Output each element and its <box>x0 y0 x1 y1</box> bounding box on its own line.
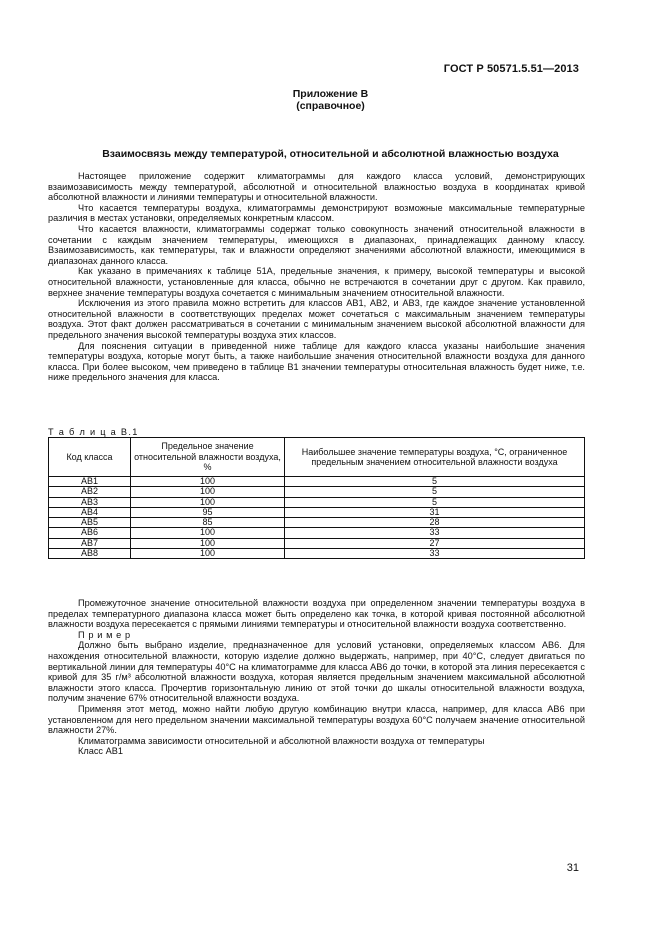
table-cell: 5 <box>285 487 585 497</box>
table-cell: 5 <box>285 477 585 487</box>
table-cell: 33 <box>285 528 585 538</box>
table-header-row <box>49 438 585 477</box>
table-cell: АВ1 <box>49 477 131 487</box>
document-code: ГОСТ Р 50571.5.51—2013 <box>443 63 579 75</box>
table-cell: АВ6 <box>49 528 131 538</box>
table-caption: Т а б л и ц а В.1 <box>48 427 139 437</box>
paragraph: Исключения из этого правила можно встретить для классов АВ1, АВ2, и АВ3, где каждое значение установленной относительной влажности в соответствующих пределах может сочетаться с максимальным значением температуры воздуха. Этот факт должен рассматриваться в сочетании с минимальным значением высокой абсолютной влажности для предельного значения высокой температуры воздуха этих классов. <box>48 298 585 340</box>
column-header: Предельное значение относительной влажности воздуха, % <box>131 438 285 477</box>
table-row <box>49 528 585 538</box>
table-cell: 100 <box>131 487 285 497</box>
table-row <box>49 518 585 528</box>
table-cell: 100 <box>131 497 285 507</box>
table-cell: АВ2 <box>49 487 131 497</box>
data-table <box>48 437 585 559</box>
figure-caption: Климатограмма зависимости относительной и абсолютной влажности воздуха от температуры <box>78 735 485 746</box>
appendix-title: Приложение В <box>292 88 369 100</box>
table-cell: 100 <box>131 528 285 538</box>
appendix-subtitle: (справочное) <box>296 100 365 112</box>
intro-text <box>48 171 585 383</box>
table-cell: 31 <box>285 507 585 517</box>
table-cell: 95 <box>131 507 285 517</box>
table-row <box>49 549 585 559</box>
table-row <box>49 507 585 517</box>
paragraph: Применяя этот метод, можно найти любую другую комбинацию внутри класса, например, для класса АВ6 при установленном для него предельном значении максимальной температуры воздуха 60°С получаем значение относительной влажности 27%. <box>48 703 585 736</box>
paragraph: Должно быть выбрано изделие, предназначенное для условий установки, определяемых классом АВ6. Для нахождения относительной влажности, которую изделие должно выдержать, например, при 40°С, следует двигаться по вертикальной линии для температуры 40°С на климатограмме для класса АВ6 до точки, в которой эта линия пересекается с кривой для 35 г/м³ абсолютной влажности воздуха, которая является предельным значением максимальной абсолютной влажности этого класса. Прочертив горизонтальную линию от этой точки до шкалы относительной влажности воздуха, получим значение 67% относительной влажности воздуха. <box>48 640 585 704</box>
paragraph: Для пояснения ситуации в приведенной ниже таблице для каждого класса указаны наибольшие значения температуры воздуха, которые могут быть, а также наибольшие значения относительной влажности воздуха для данного класса. При более высоком, чем приведено в таблице В1 значении температуры относительная влажность будет ниже, т.е. ниже предельного значения для класса. <box>48 340 585 383</box>
table-cell: АВ3 <box>49 497 131 507</box>
table-cell: АВ4 <box>49 507 131 517</box>
appendix-heading <box>0 88 661 112</box>
table-cell: 28 <box>285 518 585 528</box>
page-title: Взаимосвязь между температурой, относительной и абсолютной влажностью воздуха <box>102 148 559 160</box>
example-label: П р и м е р <box>78 629 131 640</box>
table-cell: АВ7 <box>49 538 131 548</box>
table-cell: 85 <box>131 518 285 528</box>
table-cell: 100 <box>131 549 285 559</box>
table-row <box>49 487 585 497</box>
column-header: Код класса <box>49 438 131 477</box>
table-cell: 5 <box>285 497 585 507</box>
table-cell: 100 <box>131 477 285 487</box>
table-cell: АВ5 <box>49 518 131 528</box>
table-row <box>49 477 585 487</box>
table-cell: АВ8 <box>49 549 131 559</box>
paragraph: Как указано в примечаниях к таблице 51А, предельные значения, к примеру, высокой температуры и высокой относительной влажности, установленные для класса, обычно не встречаются в сочетании друг с другом. Как правило, верхнее значение температуры воздуха сочетается с минимальным значением относительной влажности. <box>48 266 585 298</box>
paragraph: Что касается температуры воздуха, климатограммы демонстрируют возможные максимальные температурные различия в местах установки, определяемых конкретным классом. <box>48 202 585 224</box>
paragraph: Что касается влажности, климатограммы содержат только совокупность значений относительной влажности в сочетании с каждым значением температуры, имеющихся в диапазонах, принадлежащих данному классу. Взаимозависимость, как температуры, так и влажности определяют значениями абсолютной влажности, имеющимися в диапазонах данного класса. <box>48 223 585 266</box>
explanation-text <box>48 598 585 757</box>
page-number: 31 <box>566 862 579 874</box>
table-row <box>49 538 585 548</box>
paragraph: Промежуточное значение относительной влажности воздуха при определенном значении температуры воздуха в пределах температурного диапазона класса может быть определено как точка, в которой кривая постоянной абсолютной влажности воздуха пересекается с прямыми линиями температуры и относительной влажности воздуха соответственно. <box>48 598 585 630</box>
column-header: Наибольшее значение температуры воздуха, °С, ограниченное предельным значением относительной влажности воздуха <box>285 438 585 477</box>
table-cell: 100 <box>131 538 285 548</box>
paragraph: Настоящее приложение содержит климатограммы для каждого класса условий, демонстрирующих взаимозависимость между температурой, абсолютной и относительной влажностью воздуха в координатах кривой абсолютной влажности и линиями температуры и относительной влажности. <box>48 171 585 203</box>
table-cell: 27 <box>285 538 585 548</box>
table-cell: 33 <box>285 549 585 559</box>
table-row <box>49 497 585 507</box>
class-label: Класс АВ1 <box>78 746 123 757</box>
